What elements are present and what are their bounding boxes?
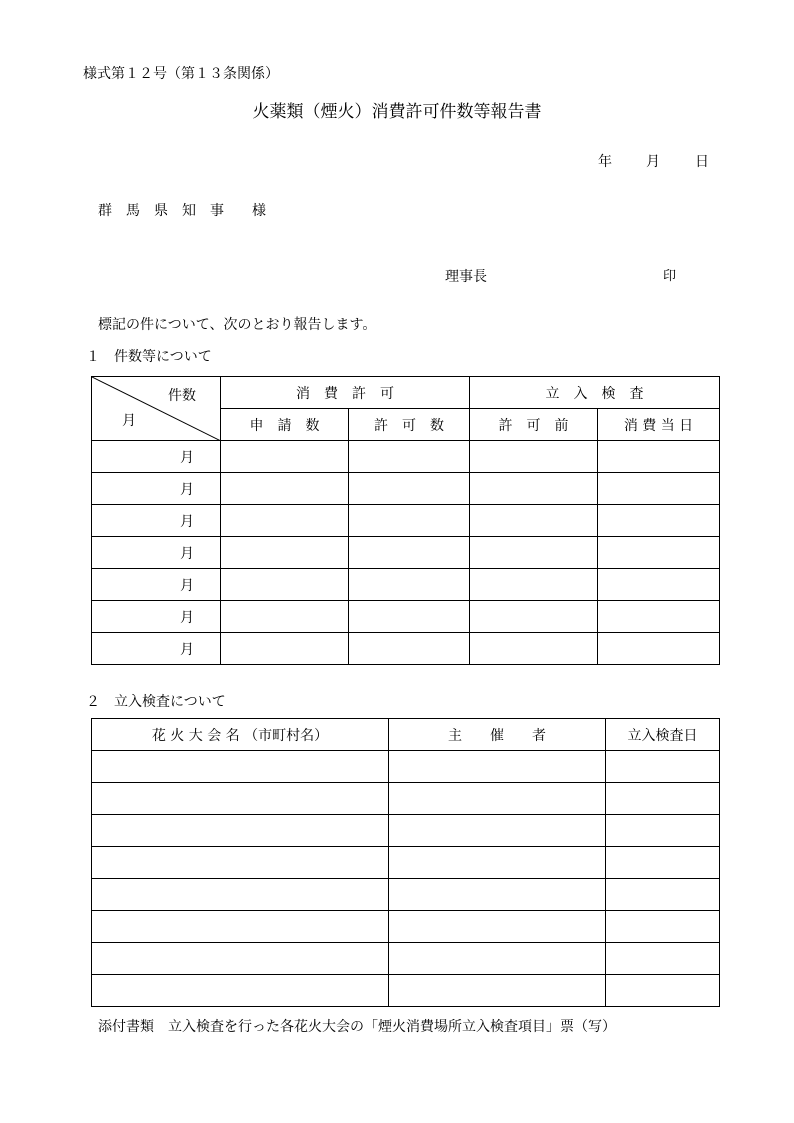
data-cell[interactable] (92, 751, 389, 783)
data-cell[interactable] (221, 569, 349, 601)
date-day: 日 (695, 154, 709, 170)
table-row (92, 783, 720, 815)
data-cell[interactable] (221, 505, 349, 537)
data-cell[interactable] (349, 601, 470, 633)
data-cell[interactable] (606, 911, 720, 943)
data-cell[interactable] (470, 569, 598, 601)
data-cell[interactable] (92, 815, 389, 847)
data-cell[interactable] (349, 569, 470, 601)
date-month: 月 (646, 154, 660, 170)
seal-mark: 印 (663, 269, 677, 284)
data-cell[interactable] (470, 505, 598, 537)
form-number: 様式第１２号（第１３条関係） (83, 66, 279, 82)
data-cell[interactable] (221, 633, 349, 665)
data-cell[interactable] (349, 441, 470, 473)
document-title: 火薬類（煙火）消費許可件数等報告書 (252, 102, 542, 122)
table-row (92, 815, 720, 847)
table-row (92, 879, 720, 911)
data-cell[interactable] (389, 751, 606, 783)
data-cell[interactable] (470, 473, 598, 505)
data-cell[interactable] (598, 473, 720, 505)
data-cell[interactable] (389, 911, 606, 943)
data-cell[interactable] (349, 537, 470, 569)
table-row (92, 633, 720, 665)
header-inspection-date: 立入検査日 (606, 719, 720, 751)
table-row (92, 505, 720, 537)
table-row (92, 911, 720, 943)
table-row (92, 751, 720, 783)
section2-heading: ２ 立入検査について (86, 694, 226, 710)
month-cell: 月 (92, 441, 221, 473)
section1-heading: １ 件数等について (86, 349, 212, 365)
data-cell[interactable] (470, 537, 598, 569)
data-cell[interactable] (598, 505, 720, 537)
corner-bottom-label: 月 (122, 413, 136, 429)
month-cell: 月 (92, 473, 221, 505)
data-cell[interactable] (221, 441, 349, 473)
data-cell[interactable] (92, 847, 389, 879)
month-cell: 月 (92, 633, 221, 665)
sub-header: 消 費 当 日 (598, 409, 720, 441)
intro-text: 標記の件について、次のとおり報告します。 (98, 317, 377, 333)
data-cell[interactable] (598, 569, 720, 601)
diagonal-line (92, 377, 221, 441)
table-row (92, 943, 720, 975)
data-cell[interactable] (92, 879, 389, 911)
data-cell[interactable] (606, 815, 720, 847)
table-row (92, 569, 720, 601)
group-header-inspection: 立 入 検 査 (470, 377, 720, 409)
corner-top-label: 件数 (168, 388, 196, 404)
table-row (92, 473, 720, 505)
sub-header: 許 可 前 (470, 409, 598, 441)
month-cell: 月 (92, 601, 221, 633)
group-header-permit: 消 費 許 可 (221, 377, 470, 409)
data-cell[interactable] (349, 633, 470, 665)
month-cell: 月 (92, 537, 221, 569)
count-table (91, 376, 720, 665)
data-cell[interactable] (470, 633, 598, 665)
table-row (92, 601, 720, 633)
date-year: 年 (598, 154, 612, 170)
data-cell[interactable] (598, 441, 720, 473)
data-cell[interactable] (470, 441, 598, 473)
data-cell[interactable] (598, 537, 720, 569)
data-cell[interactable] (92, 783, 389, 815)
table-row (92, 975, 720, 1007)
data-cell[interactable] (606, 975, 720, 1007)
inspection-table (91, 718, 720, 1007)
attachment-note: 添付書類 立入検査を行った各花火大会の「煙火消費場所立入検査項目」票（写） (98, 1019, 616, 1035)
header-organizer: 主 催 者 (389, 719, 606, 751)
data-cell[interactable] (221, 473, 349, 505)
month-cell: 月 (92, 569, 221, 601)
data-cell[interactable] (606, 751, 720, 783)
data-cell[interactable] (389, 975, 606, 1007)
data-cell[interactable] (598, 633, 720, 665)
data-cell[interactable] (389, 847, 606, 879)
sub-header: 申 請 数 (221, 409, 349, 441)
header-event-name: 花 火 大 会 名 （市町村名） (92, 719, 389, 751)
data-cell[interactable] (221, 537, 349, 569)
addressee: 群 馬 県 知 事 様 (98, 203, 266, 219)
data-cell[interactable] (598, 601, 720, 633)
table-row (92, 847, 720, 879)
month-cell: 月 (92, 505, 221, 537)
data-cell[interactable] (389, 783, 606, 815)
data-cell[interactable] (92, 911, 389, 943)
data-cell[interactable] (389, 815, 606, 847)
data-cell[interactable] (221, 601, 349, 633)
data-cell[interactable] (606, 783, 720, 815)
corner-cell (92, 377, 221, 441)
data-cell[interactable] (92, 943, 389, 975)
chairman-label: 理事長 (445, 269, 487, 285)
sub-header: 許 可 数 (349, 409, 470, 441)
table-row (92, 537, 720, 569)
data-cell[interactable] (349, 505, 470, 537)
data-cell[interactable] (349, 473, 470, 505)
data-cell[interactable] (606, 847, 720, 879)
table-row (92, 441, 720, 473)
data-cell[interactable] (606, 943, 720, 975)
data-cell[interactable] (470, 601, 598, 633)
data-cell[interactable] (606, 879, 720, 911)
data-cell[interactable] (389, 879, 606, 911)
data-cell[interactable] (92, 975, 389, 1007)
data-cell[interactable] (389, 943, 606, 975)
